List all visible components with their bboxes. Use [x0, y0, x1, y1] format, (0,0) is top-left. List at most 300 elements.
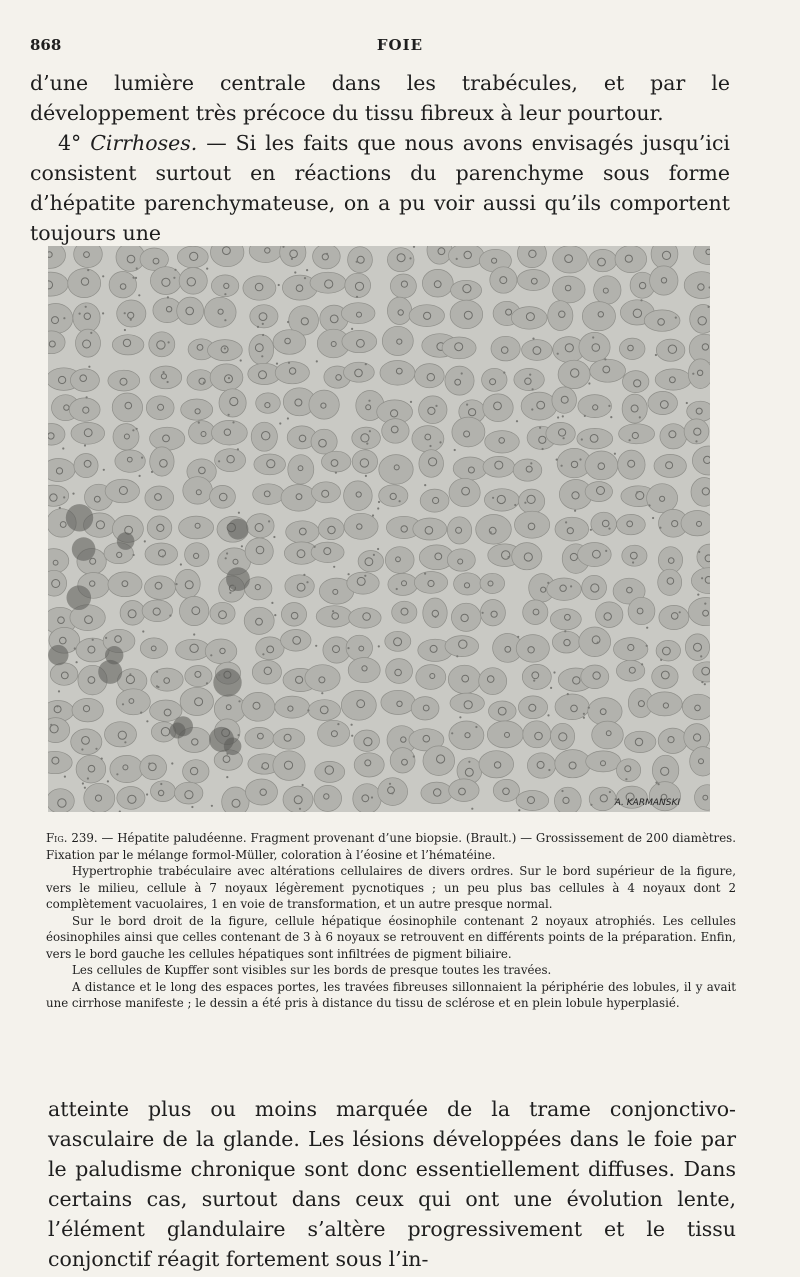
- hepatocyte-cell: [390, 274, 416, 298]
- stipple-dot: [701, 681, 703, 683]
- cirrhoses-paragraph: [30, 128, 730, 248]
- stipple-dot: [471, 808, 473, 810]
- hepatocyte-cell: [651, 246, 678, 269]
- section-number: 4°: [58, 131, 82, 155]
- hepatocyte-cell: [553, 246, 588, 273]
- stipple-dot: [224, 319, 226, 321]
- hepatocyte-cell: [382, 419, 409, 444]
- hepatocyte-cell: [312, 482, 341, 503]
- hepatocyte-cell: [619, 338, 645, 359]
- hepatocyte-cell: [589, 787, 616, 811]
- stipple-dot: [59, 507, 61, 509]
- stipple-dot: [608, 405, 610, 407]
- hepatocyte-cell: [650, 266, 678, 295]
- stipple-dot: [142, 630, 144, 632]
- hepatocyte-cell: [112, 335, 144, 355]
- hepatocyte-cell: [140, 638, 167, 659]
- stipple-dot: [224, 347, 226, 349]
- hepatocyte-cell: [414, 572, 447, 594]
- stipple-dot: [692, 373, 694, 375]
- hepatocyte-cell: [352, 427, 381, 449]
- stipple-dot: [136, 267, 138, 269]
- stipple-dot: [697, 594, 699, 596]
- stipple-dot: [675, 317, 677, 319]
- stipple-dot: [547, 582, 549, 584]
- stipple-dot: [278, 284, 280, 286]
- pigment-cluster: [117, 532, 135, 550]
- hepatocyte-cell: [305, 665, 340, 692]
- stipple-dot: [629, 439, 631, 441]
- hepatocyte-cell: [309, 390, 339, 419]
- hepatocyte-cell: [490, 267, 517, 293]
- stipple-dot: [369, 430, 371, 432]
- pigment-cluster: [72, 537, 96, 561]
- section-text: — Si les faits que nous avons envisagés jusqu’ici consistent surtout en réactions du parenchyme sous forme d’hépatite parenchymateuse, on a pu voir aussi qu’ils comportent toujours une: [30, 131, 730, 245]
- hepatocyte-cell: [113, 424, 139, 450]
- page-number: 868: [30, 36, 62, 54]
- stipple-dot: [271, 602, 273, 604]
- stipple-dot: [377, 507, 379, 509]
- stipple-dot: [518, 809, 520, 811]
- stipple-dot: [466, 404, 468, 406]
- hepatocyte-cell: [72, 698, 103, 722]
- hepatocyte-cell: [685, 634, 709, 661]
- hepatocyte-cell: [48, 549, 69, 574]
- hepatocyte-cell: [145, 486, 174, 510]
- hepatocyte-cell: [180, 596, 209, 625]
- hepatocyte-cell: [354, 730, 380, 751]
- stipple-dot: [490, 531, 492, 533]
- hepatocyte-cell: [644, 310, 680, 331]
- hepatocyte-cell: [387, 248, 414, 272]
- stipple-dot: [84, 444, 86, 446]
- stipple-dot: [646, 645, 648, 647]
- stipple-dot: [146, 720, 148, 722]
- stipple-dot: [79, 313, 81, 315]
- hepatocyte-cell: [579, 627, 611, 657]
- stipple-dot: [58, 690, 60, 692]
- hepatocyte-cell: [187, 370, 214, 391]
- hepatocyte-cell: [515, 511, 550, 538]
- hepatocyte-cell: [210, 485, 236, 508]
- stipple-dot: [508, 556, 510, 558]
- stipple-dot: [531, 408, 533, 410]
- stipple-dot: [228, 377, 230, 379]
- figure-239-illustration: [48, 246, 710, 812]
- hepatocyte-cell: [423, 598, 447, 628]
- stipple-dot: [368, 400, 370, 402]
- pigment-cluster: [209, 727, 234, 752]
- hepatocyte-cell: [285, 575, 314, 598]
- stipple-dot: [640, 299, 642, 301]
- stipple-dot: [87, 269, 89, 271]
- hepatocyte-cell: [48, 424, 65, 446]
- stipple-dot: [133, 554, 135, 556]
- hepatocyte-cell: [349, 608, 381, 628]
- stipple-dot: [590, 804, 592, 806]
- hepatocyte-cell: [479, 751, 514, 778]
- hepatocyte-cell: [419, 396, 447, 424]
- stipple-dot: [550, 687, 552, 689]
- hepatocyte-cell: [347, 572, 379, 594]
- hepatocyte-cell: [615, 246, 647, 273]
- hepatocyte-cell: [250, 305, 278, 328]
- caption-paragraph: Hypertrophie trabéculaire avec altérations cellulaires de divers ordres. Sur le bord supérieur de la figure, vers le milieu, cellule à 7 noyaux légèrement pycnotiques ; un peu plus bas cellules à 4 noyaux dont 2 complètement vacuolaires, 1 en voie de transformation, et un autre presque normal.: [46, 864, 736, 911]
- stipple-dot: [456, 655, 458, 657]
- hepatocyte-cell: [614, 638, 648, 661]
- stipple-dot: [173, 277, 175, 279]
- stipple-dot: [160, 783, 162, 785]
- stipple-dot: [605, 550, 607, 552]
- stipple-dot: [435, 405, 437, 407]
- hepatocyte-cell: [551, 723, 575, 749]
- caption-paragraph: A distance et le long des espaces portes, les travées fibreuses sillonnaient la périphérie des lobules, il y avait une cirrhose manifeste ; le dessin a été pris à distance du tissu de sclérose et en plein lobule hyperplasié.: [46, 979, 736, 1010]
- hepatocyte-cell: [451, 280, 482, 300]
- stipple-dot: [588, 707, 590, 709]
- stipple-dot: [306, 581, 308, 583]
- illustrator-signature: A. KARMANSKI: [614, 798, 680, 808]
- hepatocyte-cell: [204, 297, 236, 327]
- stipple-dot: [287, 321, 289, 323]
- stipple-dot: [366, 443, 368, 445]
- stipple-dot: [133, 277, 135, 279]
- stipple-dot: [240, 359, 242, 361]
- hepatocyte-cell: [690, 305, 710, 334]
- hepatocyte-cell: [591, 512, 617, 535]
- hepatocyte-cell: [150, 447, 174, 476]
- stipple-dot: [564, 630, 566, 632]
- hepatocyte-cell: [105, 479, 139, 503]
- hepatocyte-cell: [658, 728, 687, 753]
- stipple-dot: [503, 372, 505, 374]
- stipple-dot: [206, 682, 208, 684]
- hepatocyte-cell: [552, 631, 580, 653]
- stipple-dot: [167, 296, 169, 298]
- hepatocyte-cell: [512, 543, 542, 570]
- hepatocyte-cell: [449, 246, 484, 267]
- pigment-cluster: [48, 645, 68, 665]
- stipple-dot: [625, 778, 627, 780]
- hepatocyte-cell: [344, 481, 373, 511]
- hepatocyte-cell: [288, 455, 314, 484]
- stipple-dot: [679, 611, 681, 613]
- hepatocyte-cell: [647, 484, 678, 513]
- hepatocyte-cell: [256, 393, 281, 413]
- stipple-dot: [87, 777, 89, 779]
- hepatocyte-cell: [212, 420, 248, 445]
- stipple-dot: [584, 415, 586, 417]
- stipple-dot: [326, 253, 328, 255]
- hepatocyte-cell: [215, 449, 246, 472]
- stipple-dot: [351, 328, 353, 330]
- stipple-dot: [351, 724, 353, 726]
- stipple-dot: [124, 741, 126, 743]
- continuation-paragraph: d’une lumière centrale dans les trabécules, et par le développement très précoce du tissu fibreux à leur pourtour.: [30, 71, 730, 125]
- stipple-dot: [553, 671, 555, 673]
- hepatocyte-cell: [552, 387, 577, 413]
- hepatocyte-cell: [69, 398, 100, 421]
- stipple-dot: [225, 557, 227, 559]
- hepatocyte-cell: [522, 340, 553, 361]
- hepatocyte-cell: [244, 607, 274, 634]
- hepatocyte-cell: [48, 331, 65, 354]
- hepatocyte-cell: [68, 269, 101, 298]
- stipple-dot: [579, 458, 581, 460]
- stipple-dot: [424, 484, 426, 486]
- hepatocyte-cell: [273, 751, 305, 781]
- stipple-dot: [138, 294, 140, 296]
- caption-paragraph: Sur le bord droit de la figure, cellule hépatique éosinophile contenant 2 noyaux atrophiés. Les cellules éosinophiles ainsi que celles contenant de 3 à 6 noyaux se retrouvent en différents points de la préparation. Enfin, vers le bord gauche les cellules hépatiques sont infiltrées de pigment biliaire.: [46, 913, 736, 961]
- hepatocyte-cell: [555, 694, 589, 720]
- hepatocyte-cell: [387, 297, 411, 324]
- hepatocyte-cell: [318, 720, 350, 746]
- stipple-dot: [175, 583, 177, 585]
- hepatocyte-cell: [273, 728, 305, 749]
- hepatocyte-cell: [74, 454, 98, 478]
- stipple-dot: [389, 783, 391, 785]
- stipple-dot: [524, 502, 526, 504]
- stipple-dot: [139, 475, 141, 477]
- stipple-dot: [364, 575, 366, 577]
- hepatocyte-cell: [313, 246, 341, 269]
- hepatocyte-cell: [151, 668, 183, 691]
- hepatocyte-cell: [476, 515, 512, 545]
- hepatocyte-cell: [553, 276, 586, 303]
- hepatocyte-cell: [585, 451, 618, 480]
- stipple-dot: [171, 762, 173, 764]
- hepatocyte-cell: [585, 482, 612, 502]
- stipple-dot: [162, 555, 164, 557]
- hepatocyte-cell: [84, 783, 115, 812]
- hepatocyte-cell: [117, 787, 145, 810]
- stipple-dot: [590, 529, 592, 531]
- hepatocyte-cell: [622, 394, 647, 423]
- hepatocyte-cell: [318, 518, 344, 540]
- hepatocyte-cell: [558, 360, 590, 388]
- stipple-dot: [62, 447, 64, 449]
- stipple-dot: [294, 271, 296, 273]
- hepatocyte-cell: [622, 545, 647, 566]
- stipple-dot: [307, 709, 309, 711]
- hepatocyte-cell: [175, 569, 200, 598]
- stipple-dot: [413, 755, 415, 757]
- hepatocyte-cell: [450, 693, 484, 713]
- stipple-dot: [704, 683, 706, 685]
- hepatocyte-cell: [628, 597, 655, 624]
- stipple-dot: [565, 521, 567, 523]
- stipple-dot: [191, 806, 193, 808]
- stipple-dot: [439, 441, 441, 443]
- stipple-dot: [686, 402, 688, 404]
- hepatocyte-cell: [249, 335, 274, 365]
- hepatocyte-cell: [445, 636, 479, 657]
- stipple-dot: [229, 592, 231, 594]
- hepatocyte-cell: [275, 362, 309, 384]
- stipple-dot: [592, 336, 594, 338]
- stipple-dot: [561, 790, 563, 792]
- hepatocyte-cell: [50, 663, 78, 685]
- stipple-dot: [378, 645, 380, 647]
- stipple-dot: [140, 712, 142, 714]
- hepatocyte-cell: [183, 760, 209, 783]
- hepatocyte-cell: [149, 332, 175, 357]
- stipple-dot: [151, 471, 153, 473]
- stipple-dot: [279, 422, 281, 424]
- stipple-dot: [226, 753, 228, 755]
- hepatocyte-cell: [283, 786, 313, 812]
- stipple-dot: [206, 268, 208, 270]
- hepatocyte-cell: [48, 789, 74, 812]
- hepatocyte-cell: [656, 339, 685, 361]
- stipple-dot: [76, 661, 78, 663]
- stipple-dot: [95, 748, 97, 750]
- stipple-dot: [302, 784, 304, 786]
- stipple-dot: [226, 776, 228, 778]
- hepatocyte-cell: [416, 665, 446, 690]
- hepatocyte-cell: [342, 330, 377, 352]
- intro-text: [30, 68, 730, 248]
- stipple-dot: [557, 353, 559, 355]
- hepatocyte-cell: [146, 396, 174, 420]
- stipple-dot: [180, 563, 182, 565]
- hepatocyte-cell: [254, 454, 286, 475]
- hepatocyte-cell: [120, 601, 145, 626]
- stipple-dot: [648, 504, 650, 506]
- hepatocyte-cell: [616, 660, 644, 681]
- hepatocyte-cell: [105, 722, 137, 747]
- stipple-dot: [168, 341, 170, 343]
- stipple-dot: [356, 261, 358, 263]
- stipple-dot: [492, 497, 494, 499]
- hepatocyte-cell: [590, 359, 626, 382]
- body-text: [48, 1094, 736, 1274]
- hepatocyte-cell: [517, 270, 549, 291]
- hepatocyte-cell: [546, 422, 575, 445]
- stipple-dot: [238, 512, 240, 514]
- stipple-dot: [316, 360, 318, 362]
- stipple-dot: [700, 655, 702, 657]
- hepatocyte-cell: [514, 368, 544, 390]
- hepatocyte-cell: [108, 572, 142, 597]
- stipple-dot: [174, 269, 176, 271]
- hepatocyte-cell: [652, 755, 678, 785]
- stipple-dot: [533, 680, 535, 682]
- hepatocyte-cell: [117, 300, 146, 327]
- stipple-dot: [238, 734, 240, 736]
- stipple-dot: [233, 585, 235, 587]
- caption-title: — Hépatite paludéenne. Fragment provenant d’une biopsie. (Brault.) — Grossissement de 200 diamètres. Fixation par le mélange formol-Müller, coloration à l’éosine et l’hématéine.: [46, 831, 736, 862]
- stipple-dot: [468, 761, 470, 763]
- hepatocyte-cell: [420, 489, 449, 512]
- stipple-dot: [119, 811, 121, 813]
- stipple-dot: [193, 633, 195, 635]
- hepatocyte-cell: [48, 485, 69, 506]
- hepatocyte-cell: [341, 303, 375, 324]
- hepatocyte-cell: [647, 692, 682, 716]
- hepatocyte-cell: [245, 538, 273, 565]
- stipple-dot: [529, 374, 531, 376]
- hepatocyte-cell: [516, 791, 549, 811]
- hepatocyte-cell: [70, 369, 99, 392]
- stipple-dot: [532, 338, 534, 340]
- hepatocyte-cell: [344, 362, 375, 382]
- stipple-dot: [85, 306, 87, 308]
- hepatocyte-cell: [586, 751, 621, 772]
- stipple-dot: [548, 769, 550, 771]
- hepatocyte-cell: [108, 370, 140, 391]
- hepatocyte-cell: [281, 630, 311, 652]
- hepatocyte-cell: [454, 573, 482, 595]
- hepatocyte-cell: [697, 544, 710, 569]
- hepatocyte-cell: [619, 424, 655, 444]
- caption-heading: [46, 830, 736, 863]
- hepatocyte-cell: [175, 782, 203, 804]
- stipple-dot: [399, 500, 401, 502]
- hepatocyte-cell: [660, 424, 687, 449]
- hepatocyte-cell: [345, 273, 371, 297]
- hepatocyte-cell: [48, 718, 70, 743]
- stipple-dot: [424, 573, 426, 575]
- stipple-dot: [124, 329, 126, 331]
- stipple-dot: [597, 642, 599, 644]
- hepatocyte-cell: [419, 450, 444, 478]
- stipple-dot: [604, 358, 606, 360]
- stipple-dot: [574, 510, 576, 512]
- hepatocyte-cell: [71, 729, 102, 755]
- stipple-dot: [88, 366, 90, 368]
- stipple-dot: [92, 639, 94, 641]
- hepatocyte-cell: [596, 602, 623, 628]
- stipple-dot: [461, 372, 463, 374]
- hepatocyte-cell: [442, 337, 476, 359]
- stipple-dot: [391, 792, 393, 794]
- hepatocyte-cell: [115, 450, 145, 472]
- stipple-dot: [373, 554, 375, 556]
- hepatocyte-cell: [110, 755, 143, 782]
- hepatocyte-cell: [415, 364, 445, 388]
- running-title: FOIE: [376, 36, 424, 54]
- hepatocyte-cell: [513, 459, 542, 481]
- stipple-dot: [348, 573, 350, 575]
- hepatocyte-cell: [381, 690, 415, 714]
- stipple-dot: [291, 258, 293, 260]
- hepatocyte-cell: [185, 543, 209, 567]
- hepatocyte-cell: [210, 602, 235, 624]
- hepatocyte-cell: [555, 517, 589, 541]
- hepatocyte-cell: [256, 637, 284, 660]
- hepatocyte-cell: [386, 659, 413, 684]
- stipple-dot: [82, 782, 84, 784]
- stipple-dot: [701, 577, 703, 579]
- stipple-dot: [563, 437, 565, 439]
- stipple-dot: [144, 540, 146, 542]
- hepatocyte-cell: [412, 426, 444, 452]
- stipple-dot: [232, 421, 234, 423]
- hepatocyte-cell: [352, 450, 377, 474]
- stipple-dot: [660, 659, 662, 661]
- stipple-dot: [274, 614, 276, 616]
- stipple-dot: [396, 588, 398, 590]
- hepatocyte-cell: [519, 489, 545, 513]
- hepatocyte-cell: [480, 600, 505, 626]
- hepatocyte-cell: [581, 665, 609, 689]
- hepatocyte-cell: [385, 631, 411, 651]
- stipple-dot: [130, 319, 132, 321]
- hepatocyte-cell: [554, 787, 581, 812]
- stipple-dot: [129, 673, 131, 675]
- stipple-dot: [306, 269, 308, 271]
- stipple-dot: [517, 636, 519, 638]
